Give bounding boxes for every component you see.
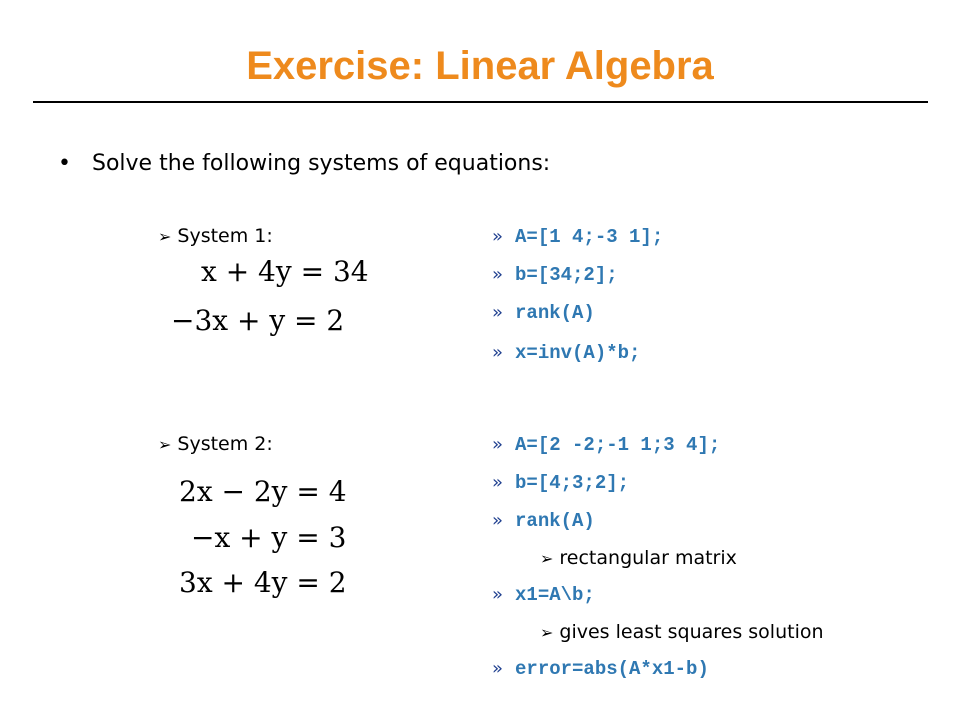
system2-command-2: [492, 470, 629, 496]
prompt-icon: »: [492, 342, 504, 363]
system1-command-2: [492, 262, 618, 288]
prompt-icon: »: [492, 226, 504, 247]
system1-command-4: [492, 340, 640, 366]
command-text: rank(A): [515, 510, 595, 532]
system2-label-text: System 2:: [177, 433, 273, 455]
arrow-bullet-icon: ➢: [540, 623, 554, 642]
command-text: rank(A): [515, 302, 595, 324]
system2-command-4: [492, 582, 595, 608]
arrow-bullet-icon: ➢: [158, 227, 172, 246]
bullet-item: [58, 147, 550, 181]
prompt-icon: »: [492, 302, 504, 323]
command-text: error=abs(A*x1-b): [515, 658, 709, 680]
system1-label: [158, 223, 273, 250]
system2-equation-2: −x + y = 3: [191, 521, 347, 554]
command-text: A=[2 -2;-1 1;3 4];: [515, 434, 721, 456]
system1-equation-2: −3x + y = 2: [171, 304, 345, 337]
prompt-icon: »: [492, 510, 504, 531]
command-text: x1=A\b;: [515, 584, 595, 606]
system1-equation-1: x + 4y = 34: [201, 255, 369, 288]
note-text: rectangular matrix: [559, 547, 737, 569]
bullet-dot-icon: •: [58, 151, 71, 176]
prompt-icon: »: [492, 584, 504, 605]
system1-command-3: [492, 300, 595, 326]
prompt-icon: »: [492, 472, 504, 493]
prompt-icon: »: [492, 658, 504, 679]
system1-command-1: [492, 224, 663, 250]
command-text: b=[34;2];: [515, 264, 618, 286]
prompt-icon: »: [492, 264, 504, 285]
command-text: A=[1 4;-3 1];: [515, 226, 664, 248]
system2-equation-1: 2x − 2y = 4: [179, 475, 347, 508]
note-text: gives least squares solution: [559, 621, 824, 643]
arrow-bullet-icon: ➢: [540, 549, 554, 568]
system2-command-5: [492, 656, 709, 682]
slide-title: Exercise: Linear Algebra: [246, 44, 714, 88]
system2-label: [158, 431, 273, 458]
arrow-bullet-icon: ➢: [158, 435, 172, 454]
command-text: b=[4;3;2];: [515, 472, 630, 494]
system2-note-1: [540, 545, 737, 572]
system2-note-2: [540, 619, 824, 646]
system2-equation-3: 3x + 4y = 2: [179, 566, 347, 599]
bullet-text: Solve the following systems of equations:: [92, 151, 551, 176]
system2-command-3: [492, 508, 595, 534]
command-text: x=inv(A)*b;: [515, 342, 641, 364]
prompt-icon: »: [492, 434, 504, 455]
title-divider: [33, 101, 928, 103]
system1-label-text: System 1:: [177, 225, 273, 247]
system2-command-1: [492, 432, 720, 458]
